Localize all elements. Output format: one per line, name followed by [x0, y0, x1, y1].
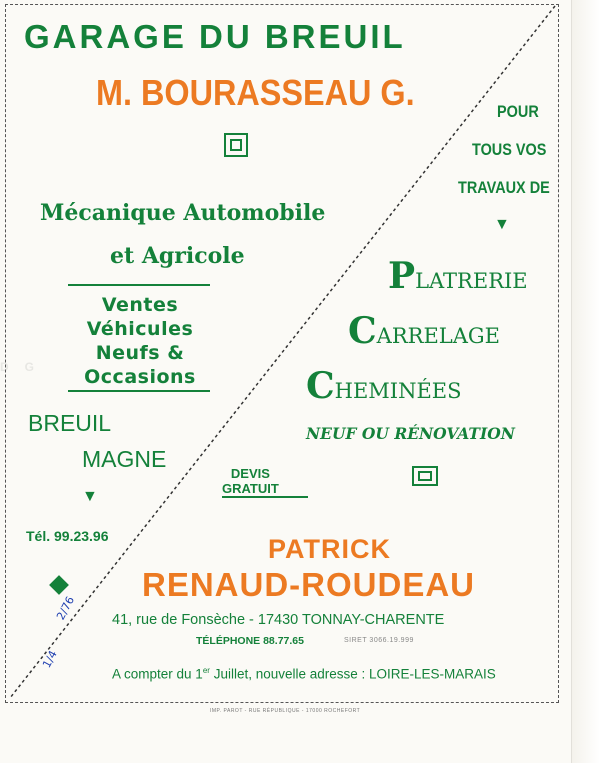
- triangle-down-icon: ▼: [82, 488, 98, 505]
- trade-initial: C: [348, 310, 377, 352]
- contractor-address: 41, rue de Fonsèche - 17430 TONNAY-CHARENTE: [112, 612, 445, 628]
- square-ornament-icon: [412, 466, 438, 486]
- new-address-notice: [112, 666, 496, 682]
- trade-platrerie: [388, 255, 528, 297]
- trade-cheminees: [306, 365, 462, 407]
- trade-rest: HEMINÉES: [334, 379, 462, 403]
- new-address-prefix: A compter du 1: [112, 666, 203, 682]
- city-line-1: BREUIL: [28, 410, 112, 436]
- intro-line: POUR: [497, 102, 539, 121]
- free-quote-line-1: DEVIS: [230, 466, 270, 481]
- new-address-superscript: er: [202, 666, 210, 675]
- city-line-2: MAGNE: [82, 446, 167, 472]
- divider: [68, 390, 210, 392]
- sales-line: Ventes: [101, 294, 179, 316]
- services-line-1: Mécanique Automobile: [40, 200, 326, 226]
- garage-phone: Tél. 99.23.96: [26, 528, 109, 544]
- trade-carrelage: [348, 310, 500, 352]
- contractor-last-name: RENAUD-ROUDEAU: [142, 566, 475, 603]
- watermark: DG: [0, 360, 50, 374]
- trade-initial: C: [306, 365, 335, 407]
- trade-initial: P: [388, 255, 416, 297]
- triangle-down-icon: ▼: [494, 216, 510, 233]
- contractor-first-name: PATRICK: [268, 534, 391, 564]
- printer-credit: IMP. PAROT - RUE RÉPUBLIQUE - 17000 ROCHEFORT: [210, 708, 361, 714]
- trade-rest: ARRELAGE: [376, 324, 500, 348]
- sales-line: Occasions: [84, 366, 196, 388]
- new-address-suffix: Juillet, nouvelle adresse : LOIRE-LES-MARAIS: [209, 666, 496, 682]
- garage-title: GARAGE DU BREUIL: [24, 18, 406, 55]
- trade-rest: LATRERIE: [415, 269, 528, 293]
- free-quote-line-2: GRATUIT: [222, 481, 279, 496]
- divider: [68, 284, 210, 286]
- services-line-2: et Agricole: [110, 243, 245, 269]
- garage-owner: M. BOURASSEAU G.: [96, 72, 415, 113]
- trades-note: NEUF OU RÉNOVATION: [306, 424, 515, 443]
- contractor-phone: TÉLÉPHONE 88.77.65: [196, 635, 304, 647]
- free-quote: [222, 466, 279, 496]
- sales-line: Neufs &: [95, 342, 185, 364]
- divider: [222, 496, 308, 498]
- square-ornament-icon: [224, 133, 248, 157]
- intro-line: TOUS VOS: [472, 140, 547, 159]
- handwritten-note: 1/4: [40, 648, 60, 671]
- handwritten-note: 2/76: [54, 594, 78, 623]
- sales-line: Véhicules: [86, 318, 194, 340]
- siret-number: SIRET 3066.19.999: [344, 637, 414, 644]
- intro-line: TRAVAUX DE: [458, 178, 550, 197]
